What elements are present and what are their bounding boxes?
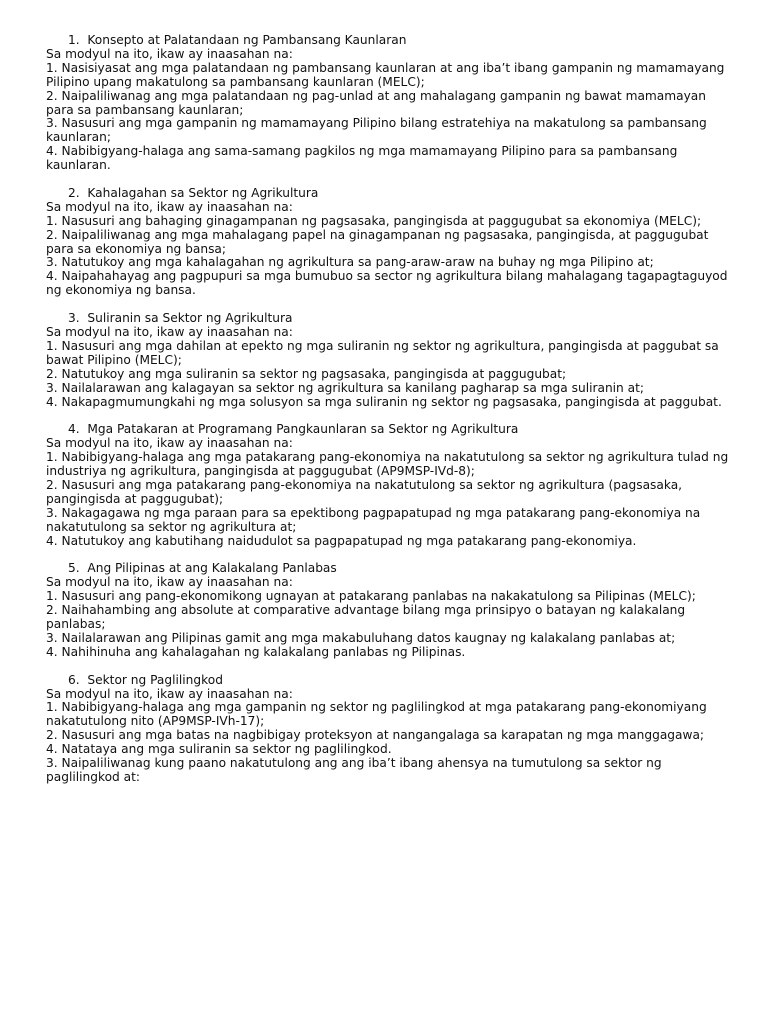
objective-item: 4. Nakapagmumungkahi ng mga solusyon sa mga suliranin ng sektor ng pagsasaka, pangingisda at paggubat. [46,394,722,409]
objective-item: 4. Natataya ang mga suliranin sa sektor ng paglilingkod. [46,742,392,757]
section-6 [46,674,736,785]
objective-item: 2. Naipaliliwanag ang mga mahalagang papel na ginagampanan ng pagsasaka, pangingisda, at paggugubat para sa ekonomiya ng bansa; [46,227,709,256]
section-intro: Sa modyul na ito, ikaw ay inaasahan na: [46,436,293,451]
objective-item: 1. Nabibigyang-halaga ang mga patakarang pang-ekonomiya na nakatutulong sa sektor ng agrikultura tulad ng industriya ng agrikultura, pangingisda at paggugubat (AP9MSP-IVd-8); [46,450,729,479]
objective-item: 3. Nailalarawan ang Pilipinas gamit ang mga makabuluhang datos kaugnay ng kalakalang panlabas at; [46,630,676,645]
section-heading: 3. Suliranin sa Sektor ng Agrikultura [68,311,293,326]
section-heading: 5. Ang Pilipinas at ang Kalakalang Panlabas [68,561,337,576]
objective-item: 2. Naipaliliwanag ang mga palatandaan ng pag-unlad at ang mahalagang gampanin ng bawat mamamayan para sa pambansang kaunlaran; [46,88,706,117]
objective-item: 3. Nakagagawa ng mga paraan para sa epektibong pagpapatupad ng mga patakarang pang-ekonomiya na nakatutulong sa sektor ng agrikultura at; [46,505,701,534]
objective-item: 1. Nabibigyang-halaga ang mga gampanin ng sektor ng paglilingkod at mga patakarang pang-ekonomiyang nakatutulong nito (AP9MSP-IVh-17); [46,700,707,729]
document-page [46,34,736,799]
objective-item: 1. Nasusuri ang mga dahilan at epekto ng mga suliranin ng sektor ng agrikultura, pangingisda at paggubat sa bawat Pilipino (MELC); [46,338,719,367]
objective-item: 2. Nasusuri ang mga batas na nagbibigay proteksyon at nangangalaga sa karapatan ng mga manggagawa; [46,728,705,743]
section-intro: Sa modyul na ito, ikaw ay inaasahan na: [46,46,293,61]
section-heading: 1. Konsepto at Palatandaan ng Pambansang Kaunlaran [68,33,407,47]
section-2 [46,187,736,298]
objective-item: 4. Nabibigyang-halaga ang sama-samang pagkilos ng mga mamamayang Pilipino para sa pambansang kaunlaran. [46,144,678,173]
section-4 [46,423,736,548]
objective-item: 2. Naihahambing ang absolute at comparative advantage bilang mga prinsipyo o batayan ng kalakalang panlabas; [46,603,686,631]
objective-item: 3. Naipaliliwanag kung paano nakatutulong ang ang iba’t ibang ahensya na tumutulong sa sektor ng paglilingkod at: [46,756,662,784]
section-heading: 6. Sektor ng Paglilingkod [68,672,223,687]
objective-item: 3. Nailalarawan ang kalagayan sa sektor ng agrikultura sa kanilang pagharap sa mga suliranin at; [46,380,645,395]
objective-item: 4. Nahihinuha ang kahalagahan ng kalakalang panlabas ng Pilipinas. [46,644,466,659]
section-3 [46,312,736,409]
section-intro: Sa modyul na ito, ikaw ay inaasahan na: [46,686,293,701]
section-5 [46,562,736,659]
objective-item: 1. Nasusuri ang pang-ekonomikong ugnayan at patakarang panlabas na nakakatulong sa Pilipinas (MELC); [46,589,696,604]
section-intro: Sa modyul na ito, ikaw ay inaasahan na: [46,575,293,590]
section-heading: 2. Kahalagahan sa Sektor ng Agrikultura [68,185,319,200]
objective-item: 4. Naipahahayag ang pagpupuri sa mga bumubuo sa sector ng agrikultura bilang mahalagang tagapagtaguyod ng ekonomiya ng bansa. [46,269,728,298]
objective-item: 4. Natutukoy ang kabutihang naidudulot sa pagpapatupad ng mga patakarang pang-ekonomiya. [46,533,637,548]
objective-item: 2. Nasusuri ang mga patakarang pang-ekonomiya na nakatutulong sa sektor ng agrikultura (pagsasaka, pangingisda at paggugubat); [46,477,683,506]
objective-item: 3. Natutukoy ang mga kahalagahan ng agrikultura sa pang-araw-araw na buhay ng mga Pilipino at; [46,255,654,270]
section-1 [46,34,736,173]
section-intro: Sa modyul na ito, ikaw ay inaasahan na: [46,325,293,339]
objective-item: 1. Nasusuri ang bahaging ginagampanan ng pagsasaka, pangingisda at paggugubat sa ekonomiya (MELC); [46,213,702,228]
objective-item: 3. Nasusuri ang mga gampanin ng mamamayang Pilipino bilang estratehiya na makatulong sa pambansang kaunlaran; [46,116,707,145]
section-intro: Sa modyul na ito, ikaw ay inaasahan na: [46,199,293,214]
objective-item: 1. Nasisiyasat ang mga palatandaan ng pambansang kaunlaran at ang iba’t ibang gampanin ng mamamayang Pilipino upang makatulong sa pambansang kaunlaran (MELC); [46,60,725,89]
objective-item: 2. Natutukoy ang mga suliranin sa sektor ng pagsasaka, pangingisda at paggugubat; [46,366,567,381]
section-heading: 4. Mga Patakaran at Programang Pangkaunlaran sa Sektor ng Agrikultura [68,422,519,437]
